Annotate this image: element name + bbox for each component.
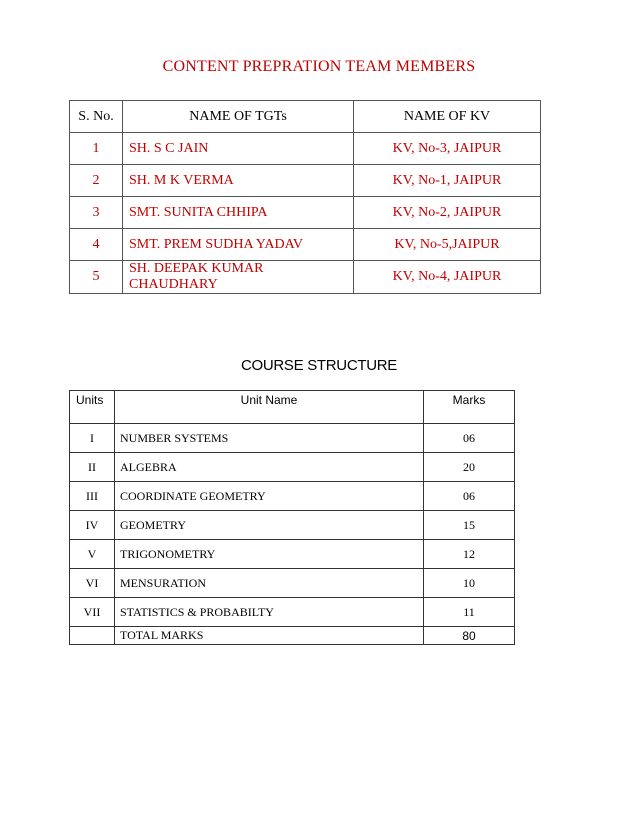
total-marks-label: TOTAL MARKS bbox=[115, 627, 424, 645]
unit-name: COORDINATE GEOMETRY bbox=[115, 482, 424, 511]
table-row bbox=[70, 598, 515, 627]
team-kv: KV, No-2, JAIPUR bbox=[354, 197, 541, 229]
unit-name: ALGEBRA bbox=[115, 453, 424, 482]
table-row bbox=[70, 511, 515, 540]
unit-marks: 10 bbox=[424, 569, 515, 598]
table-row bbox=[70, 569, 515, 598]
team-name: SH. DEEPAK KUMAR CHAUDHARY bbox=[123, 261, 354, 294]
total-marks-row bbox=[70, 627, 515, 645]
team-table-header-row bbox=[70, 101, 541, 133]
header-units: Units bbox=[70, 391, 115, 424]
unit-number: VI bbox=[70, 569, 115, 598]
team-sno: 3 bbox=[70, 197, 123, 229]
header-sno: S. No. bbox=[70, 101, 123, 133]
team-sno: 2 bbox=[70, 165, 123, 197]
table-row bbox=[70, 453, 515, 482]
unit-number: II bbox=[70, 453, 115, 482]
header-kv-name: NAME OF KV bbox=[354, 101, 541, 133]
total-unit-cell bbox=[70, 627, 115, 645]
team-name: SH. S C JAIN bbox=[123, 133, 354, 165]
unit-name: NUMBER SYSTEMS bbox=[115, 424, 424, 453]
course-structure-table bbox=[69, 390, 515, 645]
team-sno: 5 bbox=[70, 261, 123, 294]
team-kv: KV, No-4, JAIPUR bbox=[354, 261, 541, 294]
unit-number: V bbox=[70, 540, 115, 569]
course-table-header-row bbox=[70, 391, 515, 424]
team-title: CONTENT PREPRATION TEAM MEMBERS bbox=[162, 58, 476, 75]
unit-marks: 12 bbox=[424, 540, 515, 569]
table-row bbox=[70, 540, 515, 569]
unit-marks: 20 bbox=[424, 453, 515, 482]
team-kv: KV, No-1, JAIPUR bbox=[354, 165, 541, 197]
unit-name: STATISTICS & PROBABILTY bbox=[115, 598, 424, 627]
table-row bbox=[70, 133, 541, 165]
team-name: SMT. PREM SUDHA YADAV bbox=[123, 229, 354, 261]
team-kv: KV, No-5,JAIPUR bbox=[354, 229, 541, 261]
table-row bbox=[70, 261, 541, 294]
unit-marks: 15 bbox=[424, 511, 515, 540]
team-kv: KV, No-3, JAIPUR bbox=[354, 133, 541, 165]
header-unit-name: Unit Name bbox=[115, 391, 424, 424]
unit-name: MENSURATION bbox=[115, 569, 424, 598]
header-tgt-name: NAME OF TGTs bbox=[123, 101, 354, 133]
unit-marks: 06 bbox=[424, 482, 515, 511]
course-structure-title: COURSE STRUCTURE bbox=[240, 357, 398, 374]
table-row bbox=[70, 229, 541, 261]
team-name: SMT. SUNITA CHHIPA bbox=[123, 197, 354, 229]
team-sno: 4 bbox=[70, 229, 123, 261]
unit-marks: 11 bbox=[424, 598, 515, 627]
unit-number: VII bbox=[70, 598, 115, 627]
table-row bbox=[70, 165, 541, 197]
header-marks: Marks bbox=[424, 391, 515, 424]
unit-marks: 06 bbox=[424, 424, 515, 453]
total-marks-value: 80 bbox=[424, 627, 515, 645]
unit-number: III bbox=[70, 482, 115, 511]
table-row bbox=[70, 482, 515, 511]
table-row bbox=[70, 424, 515, 453]
team-name: SH. M K VERMA bbox=[123, 165, 354, 197]
unit-name: GEOMETRY bbox=[115, 511, 424, 540]
team-members-table bbox=[69, 100, 541, 294]
unit-number: I bbox=[70, 424, 115, 453]
table-row bbox=[70, 197, 541, 229]
team-sno: 1 bbox=[70, 133, 123, 165]
unit-number: IV bbox=[70, 511, 115, 540]
unit-name: TRIGONOMETRY bbox=[115, 540, 424, 569]
